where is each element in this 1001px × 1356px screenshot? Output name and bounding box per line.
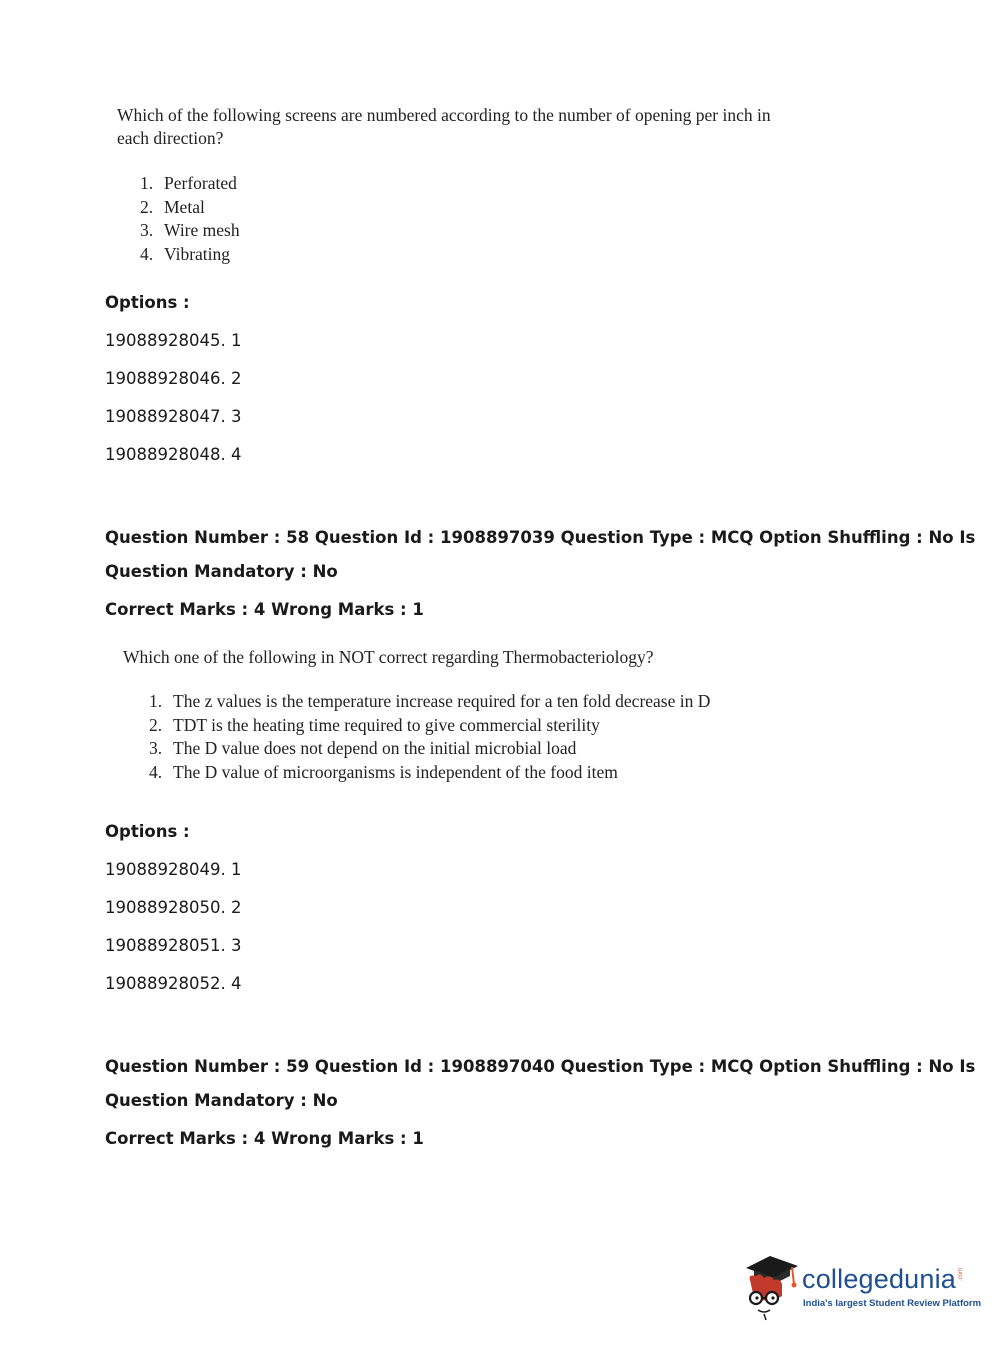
collegedunia-logo xyxy=(740,1250,982,1322)
choice-number: 4. xyxy=(140,243,154,264)
options-heading: Options : xyxy=(105,293,190,312)
option-item: 19088928052. 4 xyxy=(105,974,242,993)
option-item: 19088928045. 1 xyxy=(105,331,242,350)
choice-item xyxy=(149,690,710,714)
choice-list xyxy=(140,172,240,266)
choice-text: Wire mesh xyxy=(164,220,240,240)
question-marks: Correct Marks : 4 Wrong Marks : 1 xyxy=(105,600,424,619)
choice-number: 1. xyxy=(149,691,163,711)
choice-item xyxy=(149,761,710,785)
choice-text: TDT is the heating time required to give commercial sterility xyxy=(173,714,600,735)
choice-number: 2. xyxy=(140,196,154,217)
question-header: Question Number : 58 Question Id : 1908897039 Question Type : MCQ Option Shuffling : No Is xyxy=(105,528,976,547)
option-item: 19088928051. 3 xyxy=(105,936,242,955)
choice-number: 3. xyxy=(149,738,163,758)
choice-item xyxy=(149,714,710,738)
choice-text: The D value does not depend on the initial microbial load xyxy=(173,738,577,758)
choice-number: 2. xyxy=(149,714,163,735)
choice-text: Metal xyxy=(164,196,205,217)
choice-item xyxy=(140,243,240,267)
choice-item xyxy=(140,172,240,196)
option-item: 19088928046. 2 xyxy=(105,369,242,388)
option-item: 19088928048. 4 xyxy=(105,445,242,464)
logo-wordmark: collegedunia xyxy=(802,1264,957,1294)
choice-text: Perforated xyxy=(164,173,237,193)
choice-item xyxy=(140,219,240,243)
question-header-cont: Question Mandatory : No xyxy=(105,1091,338,1110)
option-item: 19088928049. 1 xyxy=(105,860,242,879)
question-stem-line: each direction? xyxy=(117,128,224,148)
question-stem xyxy=(117,104,771,150)
logo-domain-suffix: .com xyxy=(958,1268,964,1282)
question-header-cont: Question Mandatory : No xyxy=(105,562,338,581)
question-marks: Correct Marks : 4 Wrong Marks : 1 xyxy=(105,1129,424,1148)
question-stem: Which one of the following in NOT correct regarding Thermobacteriology? xyxy=(123,647,654,667)
option-item: 19088928050. 2 xyxy=(105,898,242,917)
question-header: Question Number : 59 Question Id : 1908897040 Question Type : MCQ Option Shuffling : No Is xyxy=(105,1057,976,1076)
options-heading: Options : xyxy=(105,822,190,841)
mascot-icon xyxy=(740,1250,802,1322)
choice-number: 1. xyxy=(140,173,154,193)
choice-text: The D value of microorganisms is independent of the food item xyxy=(173,761,618,782)
choice-number: 4. xyxy=(149,761,163,782)
option-item: 19088928047. 3 xyxy=(105,407,242,426)
logo-tagline: India's largest Student Review Platform xyxy=(803,1298,982,1309)
choice-number: 3. xyxy=(140,220,154,240)
choice-list xyxy=(149,690,710,784)
choice-text: The z values is the temperature increase required for a ten fold decrease in D xyxy=(173,691,711,711)
choice-text: Vibrating xyxy=(164,243,231,264)
choice-item xyxy=(149,737,710,761)
choice-item xyxy=(140,196,240,220)
question-stem-line: Which of the following screens are numbered according to the number of opening per inch in xyxy=(117,105,771,125)
